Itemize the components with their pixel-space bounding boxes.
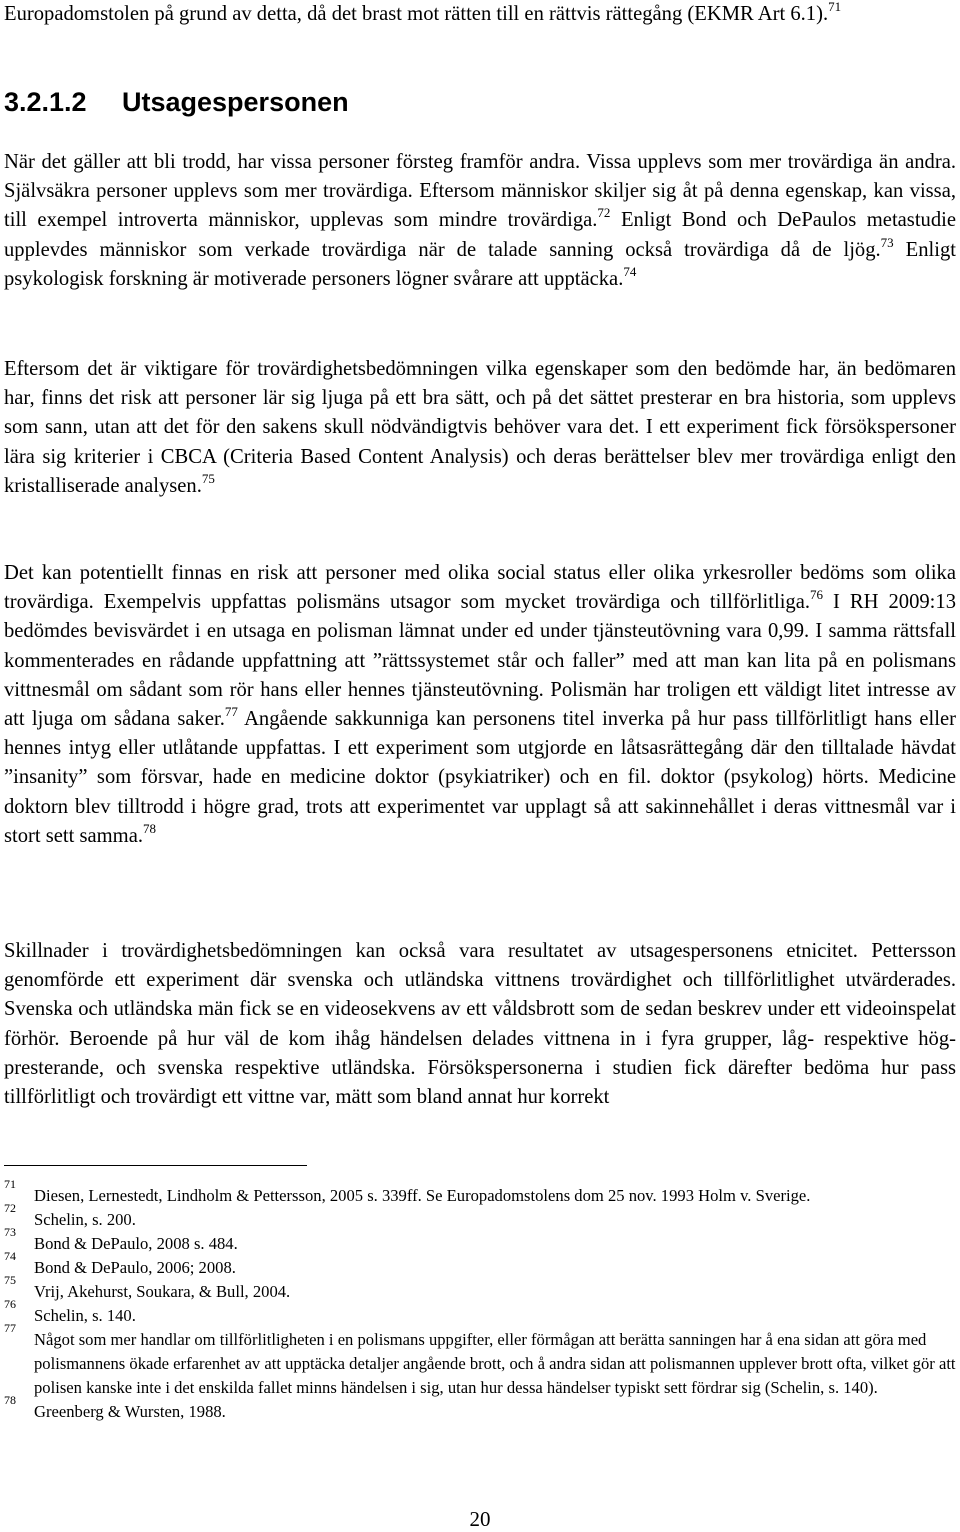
footnote-text: Bond & DePaulo, 2006; 2008. bbox=[34, 1258, 236, 1277]
footnote-mark: 78 bbox=[4, 1393, 16, 1407]
footnote-mark: 76 bbox=[4, 1297, 16, 1311]
footnotes bbox=[4, 1177, 956, 1424]
footnote bbox=[4, 1273, 956, 1304]
footnote-text: Schelin, s. 200. bbox=[34, 1210, 136, 1229]
footnote-text: Bond & DePaulo, 2008 s. 484. bbox=[34, 1234, 238, 1253]
intro-text: Europadomstolen på grund av detta, då det brast mot rätten till en rättvis rättegång (EKMR Art 6.1). bbox=[4, 3, 829, 25]
paragraph-text: I RH 2009:13 bedömdes bevisvärdet i en utsaga en polisman lämnat under ed under tjänsteutövning vara 0,99. I samma rättsfall kommenterades en rådande uppfattning att ”rättssystemet står och faller” med att man kan lita på en polismans vittnesmål om sådant som rör hans eller hennes tjänsteutövning. Polismän har troligen ett väldigt litet intresse av att ljuga om sådana saker. bbox=[4, 591, 956, 731]
footnote-ref[interactable]: 73 bbox=[880, 234, 894, 250]
footnote-mark: 77 bbox=[4, 1321, 16, 1335]
paragraph-text: Skillnader i trovärdighetsbedömningen kan också vara resultatet av utsagespersonens etnicitet. Pettersson genomförde ett experiment där svenska och utländska vittnens trovärdighet och tillförlitlighet utvärderades. Svenska och utländska män fick se en videosekvens av ett våldsbrott som de sedan beskrev under ett videoinspelat förhör. Beroende på hur väl de kom ihåg händelsen delades vittnena in i fyra grupper, låg- respektive högpresterande, och svenska respektive utländska. Försökspersonerna i studien fick därefter bedöma hur pass tillförlitligt och trovärdigt ett vittne var, mätt som bland annat hur korrekt bbox=[4, 940, 956, 1109]
section-title: Utsagespersonen bbox=[122, 87, 349, 117]
footnote bbox=[4, 1177, 956, 1208]
footnote-text: Schelin, s. 140. bbox=[34, 1306, 136, 1325]
footnote-ref[interactable]: 74 bbox=[623, 263, 637, 279]
footnote-mark: 75 bbox=[4, 1273, 16, 1287]
footnote-divider bbox=[4, 1165, 307, 1166]
intro-paragraph bbox=[4, 0, 956, 29]
paragraph-text: Det kan potentiellt finnas en risk att personer med olika social status eller olika yrkesroller bedöms som olika trovärdiga. Exempelvis uppfattas polismäns utsagor som mycket trovärdiga och tillförlitliga. bbox=[4, 562, 956, 614]
paragraph-text: När det gäller att bli trodd, har vissa personer försteg framför andra. Vissa upplevs som mer trovärdiga än andra. Självsäkra personer upplevs som mer trovärdiga. Eftersom människor skiljer sig åt på denna egenskap, kan vissa, till exempel introverta människor, upplevas som mindre trovärdiga. bbox=[4, 151, 956, 232]
footnote-ref[interactable]: 77 bbox=[224, 703, 238, 719]
page-number: 20 bbox=[469, 1507, 491, 1531]
footnote-text: Diesen, Lernestedt, Lindholm & Pettersson, 2005 s. 339ff. Se Europadomstolens dom 25 nov. 1993 Holm v. Sverige. bbox=[34, 1186, 811, 1205]
footnote-ref[interactable]: 71 bbox=[828, 0, 842, 14]
paragraph-4 bbox=[4, 937, 956, 1112]
footnote-text: Något som mer handlar om tillförlitligheten i en polismans uppgifter, eller förmågan att berätta sanningen har å ena sidan att göra med polismannens ökade erfarenhet av att upptäcka detaljer angående brott, och å andra sidan att polismannen upplever brott ofta, vilket gör att polisen kanske inte i det enskilda fallet minns händelsen i sig, utan hur dessa händelser typiskt sett fördrar sig (Schelin, s. 140). bbox=[34, 1330, 956, 1397]
footnote-text: Vrij, Akehurst, Soukara, & Bull, 2004. bbox=[34, 1282, 291, 1301]
footnote bbox=[4, 1225, 956, 1256]
footnote-ref[interactable]: 72 bbox=[597, 205, 611, 221]
footnote bbox=[4, 1321, 956, 1400]
footnote bbox=[4, 1297, 956, 1328]
footnote-ref[interactable]: 75 bbox=[201, 470, 215, 486]
paragraph-3 bbox=[4, 559, 956, 851]
paragraph-text: Angående sakkunniga kan personens titel inverka på hur pass tillförlitligt hans eller hennes intyg eller utlåtande uppfattas. I ett experiment som utgjorde en låtsasrättegång där den tilltalade hävdat ”insanity” som försvar, hade en medicine doktor (psykiatriker) och en fil. doktor (psykolog) hörts. Medicine doktorn blev tilltrodd i högre grad, trots att experimentet var upplagt så att sakinnehållet i deras vittnesmål var i stort sett samma. bbox=[4, 708, 956, 847]
footnote-text: Greenberg & Wursten, 1988. bbox=[34, 1402, 226, 1421]
footnote-mark: 71 bbox=[4, 1177, 16, 1191]
footnote-mark: 73 bbox=[4, 1225, 16, 1239]
paragraph-1 bbox=[4, 148, 956, 294]
footnote-ref[interactable]: 76 bbox=[810, 587, 824, 603]
paragraph-text: Eftersom det är viktigare för trovärdighetsbedömningen vilka egenskaper som den bedömde har, än bedömaren har, finns det risk att personer lär sig ljuga på ett bra sätt, och på det sättet presterar en bra historia, som upplevs som sann, utan att det för den sakens skull nödvändigtvis behöver vara det. I ett experiment fick försökspersoner lära sig kriterier i CBCA (Criteria Based Content Analysis) och deras berättelser blev mer trovärdiga enligt den kristalliserade analysen. bbox=[4, 358, 956, 497]
footnote-mark: 74 bbox=[4, 1249, 16, 1263]
footnote-ref[interactable]: 78 bbox=[143, 820, 156, 836]
paragraph-text: Enligt psykologisk forskning är motiverade personers lögner svårare att upptäcka. bbox=[4, 238, 956, 290]
footnote bbox=[4, 1249, 956, 1280]
footnote bbox=[4, 1201, 956, 1232]
paragraph-text: Enligt Bond och DePaulos metastudie upplevdes människor som verkade trovärdiga när de talade sanning också trovärdiga då de ljög. bbox=[4, 209, 956, 261]
footnote-mark: 72 bbox=[4, 1201, 16, 1215]
section-heading bbox=[4, 85, 956, 119]
section-number: 3.2.1.2 bbox=[4, 87, 87, 117]
footnote bbox=[4, 1393, 956, 1424]
paragraph-2 bbox=[4, 355, 956, 501]
